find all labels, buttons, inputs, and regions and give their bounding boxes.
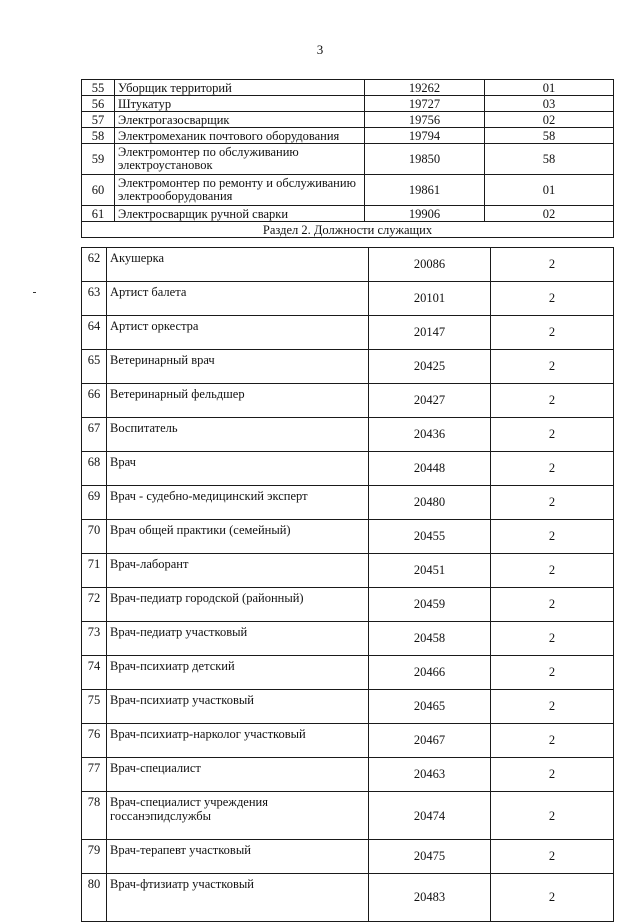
position-name: Врач-психиатр-нарколог участковый	[107, 724, 369, 758]
group-code: 02	[485, 206, 614, 222]
position-code: 20425	[369, 350, 491, 384]
position-code: 20463	[369, 758, 491, 792]
position-name: Электромонтер по обслуживанию электроустановок	[115, 144, 365, 175]
table-row	[82, 80, 614, 96]
position-code: 20474	[369, 792, 491, 840]
table-row	[82, 622, 614, 656]
group-code: 2	[491, 792, 614, 840]
table-row	[82, 874, 614, 922]
group-code: 2	[491, 656, 614, 690]
table-row	[82, 840, 614, 874]
row-number: 79	[82, 840, 107, 874]
row-number: 60	[82, 175, 115, 206]
group-code: 2	[491, 316, 614, 350]
position-code: 20459	[369, 588, 491, 622]
table-row	[82, 418, 614, 452]
table-row	[82, 486, 614, 520]
row-number: 76	[82, 724, 107, 758]
group-code: 2	[491, 520, 614, 554]
table-row	[82, 112, 614, 128]
position-code: 20436	[369, 418, 491, 452]
table-row	[82, 144, 614, 175]
group-code: 03	[485, 96, 614, 112]
position-name: Электрогазосварщик	[115, 112, 365, 128]
position-code: 19861	[365, 175, 485, 206]
table-row	[82, 350, 614, 384]
group-code: 2	[491, 384, 614, 418]
position-code: 20465	[369, 690, 491, 724]
row-number: 70	[82, 520, 107, 554]
position-code: 20483	[369, 874, 491, 922]
position-name: Врач-психиатр детский	[107, 656, 369, 690]
table-row	[82, 656, 614, 690]
position-code: 19794	[365, 128, 485, 144]
position-name: Врач-фтизиатр участковый	[107, 874, 369, 922]
position-name: Врач - судебно-медицинский эксперт	[107, 486, 369, 520]
row-number: 55	[82, 80, 115, 96]
table-row	[82, 248, 614, 282]
group-code: 01	[485, 80, 614, 96]
position-code: 20480	[369, 486, 491, 520]
table-row	[82, 452, 614, 486]
group-code: 2	[491, 622, 614, 656]
row-number: 58	[82, 128, 115, 144]
position-name: Электромонтер по ремонту и обслуживанию электрооборудования	[115, 175, 365, 206]
row-number: 56	[82, 96, 115, 112]
table-row	[82, 758, 614, 792]
row-number: 63	[82, 282, 107, 316]
group-code: 2	[491, 840, 614, 874]
group-code: 02	[485, 112, 614, 128]
position-name: Электромеханик почтового оборудования	[115, 128, 365, 144]
table-row	[82, 206, 614, 222]
position-name: Акушерка	[107, 248, 369, 282]
group-code: 58	[485, 144, 614, 175]
row-number: 62	[82, 248, 107, 282]
position-name: Штукатур	[115, 96, 365, 112]
row-number: 78	[82, 792, 107, 840]
table-row	[82, 520, 614, 554]
position-code: 20455	[369, 520, 491, 554]
group-code: 2	[491, 248, 614, 282]
position-code: 19850	[365, 144, 485, 175]
position-name: Электросварщик ручной сварки	[115, 206, 365, 222]
group-code: 01	[485, 175, 614, 206]
table-row	[82, 175, 614, 206]
group-code: 2	[491, 418, 614, 452]
position-name: Ветеринарный фельдшер	[107, 384, 369, 418]
row-number: 66	[82, 384, 107, 418]
position-code: 20458	[369, 622, 491, 656]
position-name: Врач-лаборант	[107, 554, 369, 588]
row-number: 71	[82, 554, 107, 588]
position-name: Артист оркестра	[107, 316, 369, 350]
workers-table	[81, 79, 614, 238]
group-code: 2	[491, 452, 614, 486]
position-name: Воспитатель	[107, 418, 369, 452]
position-code: 20147	[369, 316, 491, 350]
table-row	[82, 588, 614, 622]
position-code: 19756	[365, 112, 485, 128]
table-row	[82, 724, 614, 758]
group-code: 58	[485, 128, 614, 144]
position-code: 20086	[369, 248, 491, 282]
group-code: 2	[491, 874, 614, 922]
position-name: Врач-специалист	[107, 758, 369, 792]
position-name: Артист балета	[107, 282, 369, 316]
position-code: 19906	[365, 206, 485, 222]
row-number: 57	[82, 112, 115, 128]
group-code: 2	[491, 758, 614, 792]
table-row	[82, 690, 614, 724]
position-name: Врач общей практики (семейный)	[107, 520, 369, 554]
position-name: Уборщик территорий	[115, 80, 365, 96]
position-name: Ветеринарный врач	[107, 350, 369, 384]
table-row	[82, 282, 614, 316]
row-number: 64	[82, 316, 107, 350]
position-code: 20451	[369, 554, 491, 588]
row-number: 72	[82, 588, 107, 622]
page-number: 3	[316, 42, 324, 57]
row-number: 59	[82, 144, 115, 175]
table-row	[82, 792, 614, 840]
row-number: 77	[82, 758, 107, 792]
group-code: 2	[491, 350, 614, 384]
group-code: 2	[491, 588, 614, 622]
position-name: Врач-специалист учреждения госсанэпидслужбы	[107, 792, 369, 840]
row-number: 61	[82, 206, 115, 222]
table-row	[82, 96, 614, 112]
group-code: 2	[491, 690, 614, 724]
row-number: 69	[82, 486, 107, 520]
row-number: 80	[82, 874, 107, 922]
section-row	[82, 222, 614, 238]
scan-mark	[33, 292, 36, 293]
row-number: 74	[82, 656, 107, 690]
row-number: 73	[82, 622, 107, 656]
table-row	[82, 316, 614, 350]
position-code: 19727	[365, 96, 485, 112]
group-code: 2	[491, 724, 614, 758]
row-number: 65	[82, 350, 107, 384]
position-code: 20427	[369, 384, 491, 418]
position-name: Врач	[107, 452, 369, 486]
group-code: 2	[491, 486, 614, 520]
table-row	[82, 384, 614, 418]
position-code: 20448	[369, 452, 491, 486]
table-row	[82, 554, 614, 588]
group-code: 2	[491, 554, 614, 588]
position-name: Врач-педиатр городской (районный)	[107, 588, 369, 622]
position-code: 20467	[369, 724, 491, 758]
position-code: 20466	[369, 656, 491, 690]
group-code: 2	[491, 282, 614, 316]
position-code: 19262	[365, 80, 485, 96]
row-number: 67	[82, 418, 107, 452]
position-name: Врач-терапевт участковый	[107, 840, 369, 874]
position-code: 20101	[369, 282, 491, 316]
row-number: 68	[82, 452, 107, 486]
position-name: Врач-психиатр участковый	[107, 690, 369, 724]
employees-table	[81, 247, 614, 922]
position-code: 20475	[369, 840, 491, 874]
table-row	[82, 128, 614, 144]
row-number: 75	[82, 690, 107, 724]
position-name: Врач-педиатр участковый	[107, 622, 369, 656]
section-title: Раздел 2. Должности служащих	[82, 222, 614, 238]
